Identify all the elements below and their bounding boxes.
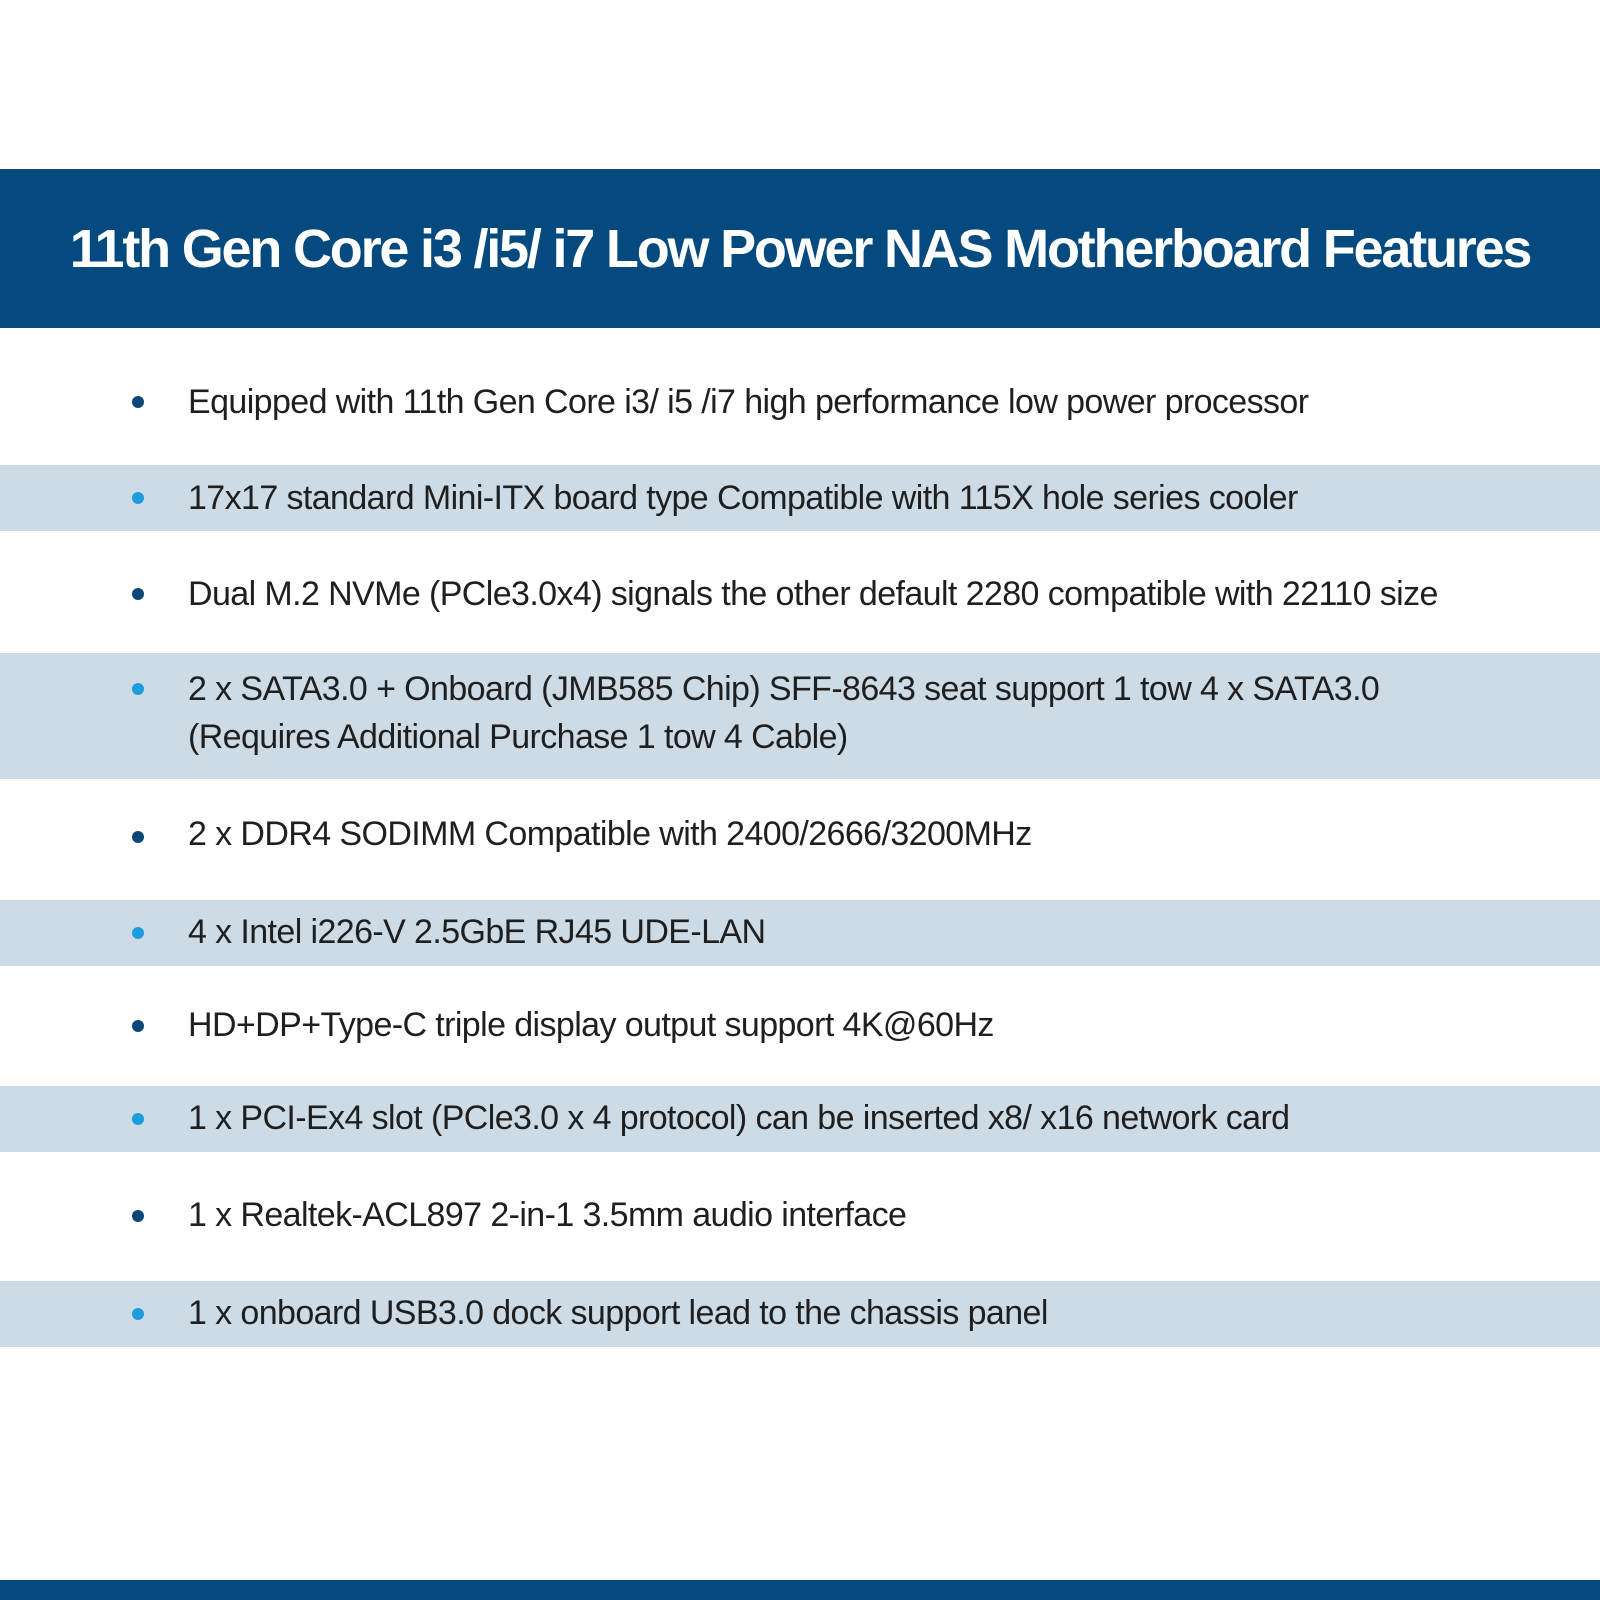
feature-text: 4 x Intel i226-V 2.5GbE RJ45 UDE-LAN <box>188 913 766 951</box>
feature-row <box>0 801 1600 867</box>
feature-row <box>0 993 1600 1059</box>
feature-row <box>0 369 1600 435</box>
page-title: 11th Gen Core i3 /i5/ i7 Low Power NAS Motherboard Features <box>69 218 1531 279</box>
bullet-icon <box>132 831 144 843</box>
feature-text: 2 x DDR4 SODIMM Compatible with 2400/2666/3200MHz <box>188 815 1032 853</box>
bullet-icon <box>132 396 144 408</box>
feature-text: 17x17 standard Mini-ITX board type Compatible with 115X hole series cooler <box>188 479 1298 517</box>
feature-row <box>0 1183 1600 1249</box>
feature-row <box>0 1086 1600 1152</box>
feature-text: 1 x onboard USB3.0 dock support lead to the chassis panel <box>188 1294 1048 1332</box>
feature-row <box>0 561 1600 627</box>
feature-row <box>0 900 1600 966</box>
feature-text: HD+DP+Type-C triple display output support 4K@60Hz <box>188 1006 994 1044</box>
bullet-icon <box>132 927 144 939</box>
feature-text: 2 x SATA3.0 + Onboard (JMB585 Chip) SFF-8643 seat support 1 tow 4 x SATA3.0 (Requires Additional Purchase 1 tow 4 Cable) <box>188 670 1380 756</box>
footer-bar <box>0 1580 1600 1600</box>
bullet-icon <box>132 588 144 600</box>
feature-text: Equipped with 11th Gen Core i3/ i5 /i7 high performance low power processor <box>188 383 1309 421</box>
bullet-icon <box>132 1308 144 1320</box>
bullet-icon <box>132 1210 144 1222</box>
feature-text: Dual M.2 NVMe (PCle3.0x4) signals the other default 2280 compatible with 22110 size <box>188 575 1438 613</box>
bullet-icon <box>132 1020 144 1032</box>
bullet-icon <box>132 1113 144 1125</box>
feature-text: 1 x PCI-Ex4 slot (PCle3.0 x 4 protocol) can be inserted x8/ x16 network card <box>188 1099 1290 1137</box>
feature-text: 1 x Realtek-ACL897 2-in-1 3.5mm audio interface <box>188 1196 907 1234</box>
feature-row <box>0 1281 1600 1347</box>
feature-row <box>0 465 1600 531</box>
bullet-icon <box>132 683 144 695</box>
feature-row <box>0 653 1600 779</box>
bullet-icon <box>132 492 144 504</box>
